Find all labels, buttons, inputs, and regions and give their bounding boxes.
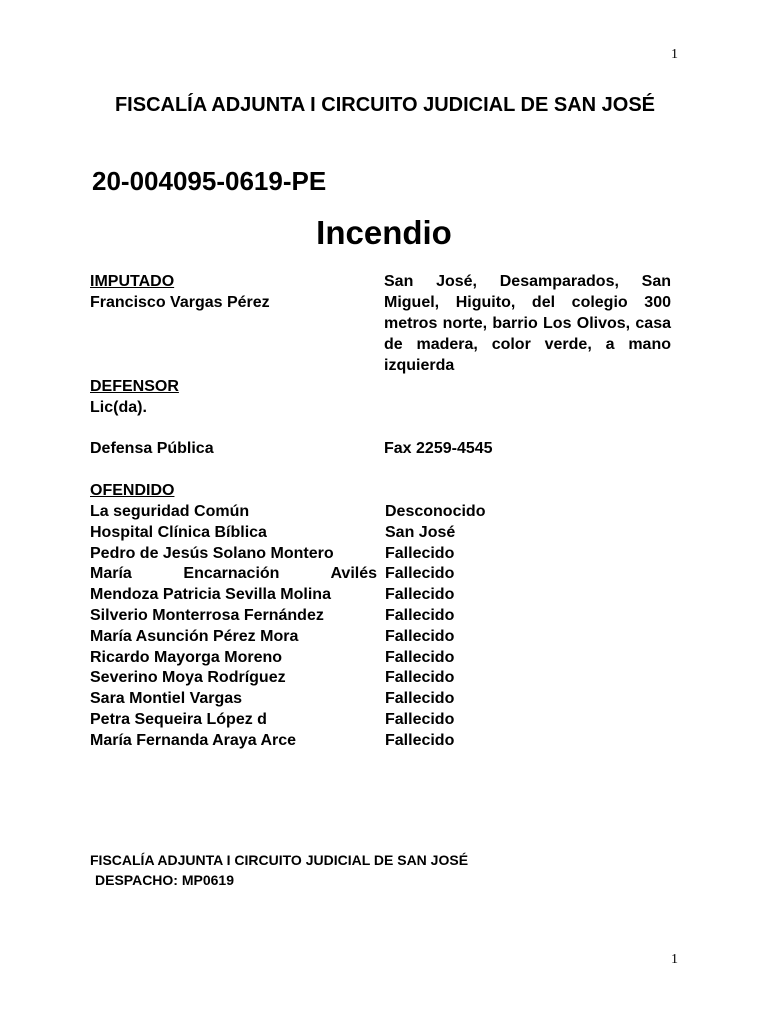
defensor-fax: Fax 2259-4545: [384, 440, 493, 457]
defensor-heading: DEFENSOR: [90, 378, 179, 395]
ofendido-heading: OFENDIDO: [90, 482, 175, 499]
ofendido-row: [90, 730, 690, 751]
page-number-top: 1: [671, 47, 678, 62]
ofendido-row: [90, 626, 690, 647]
ofendido-status: Fallecido: [385, 586, 455, 604]
ofendido-name: Pedro de Jesús Solano Montero: [90, 544, 334, 562]
ofendido-row: [90, 501, 690, 522]
ofendido-row: [90, 522, 690, 543]
ofendido-name: La seguridad Común: [90, 503, 250, 520]
ofendido-name: Ricardo Mayorga Moreno: [90, 648, 283, 666]
defensor-office: Defensa Pública: [90, 440, 214, 457]
ofendido-name: Severino Moya Rodríguez: [90, 669, 286, 687]
imputado-address: San José, Desamparados, San Miguel, Higuito, del colegio 300 metros norte, barrio Los Olivos, casa de madera, color verde, a mano izquierda: [384, 273, 671, 374]
footer-despacho: DESPACHO: MP0619: [95, 872, 235, 888]
ofendido-row: [90, 563, 690, 584]
ofendido-name: Mendoza Patricia Sevilla Molina: [90, 586, 331, 604]
crime-heading: Incendio: [316, 214, 452, 251]
ofendido-status: Fallecido: [385, 690, 455, 708]
ofendido-status: San José: [385, 523, 456, 541]
ofendido-name: Hospital Clínica Bíblica: [90, 523, 267, 541]
ofendido-status: Fallecido: [385, 711, 455, 728]
ofendido-name: María Asunción Pérez Mora: [90, 627, 299, 645]
ofendido-status: Fallecido: [385, 607, 455, 624]
ofendido-row: [90, 709, 690, 730]
ofendido-status: Fallecido: [385, 731, 455, 749]
ofendido-row: [90, 605, 690, 626]
ofendido-row: [90, 647, 690, 668]
ofendido-name: Sara Montiel Vargas: [90, 690, 243, 708]
ofendido-row: [90, 584, 690, 605]
ofendido-name: María Fernanda Araya Arce: [90, 731, 297, 749]
ofendido-row: [90, 667, 690, 688]
ofendido-status: Fallecido: [385, 648, 455, 666]
ofendido-status: Desconocido: [385, 503, 486, 520]
page-number-bottom: 1: [671, 952, 678, 967]
defensor-name: Lic(da).: [90, 399, 147, 416]
case-number: 20-004095-0619-PE: [92, 166, 327, 196]
document-title: FISCALÍA ADJUNTA I CIRCUITO JUDICIAL DE SAN JOSÉ: [114, 94, 656, 116]
imputado-heading: IMPUTADO: [90, 273, 175, 290]
ofendido-row: [90, 543, 690, 564]
ofendido-name: María Encarnación Avilés: [90, 565, 377, 583]
ofendido-row: [90, 688, 690, 709]
footer-office: FISCALÍA ADJUNTA I CIRCUITO JUDICIAL DE SAN JOSÉ: [90, 852, 469, 868]
ofendido-status: Fallecido: [385, 544, 455, 562]
ofendido-status: Fallecido: [385, 627, 455, 645]
imputado-name: Francisco Vargas Pérez: [90, 294, 270, 311]
ofendido-name: Petra Sequeira López d: [90, 711, 267, 728]
ofendido-status: Fallecido: [385, 565, 455, 583]
ofendido-status: Fallecido: [385, 669, 455, 687]
ofendido-name: Silverio Monterrosa Fernández: [90, 607, 324, 624]
